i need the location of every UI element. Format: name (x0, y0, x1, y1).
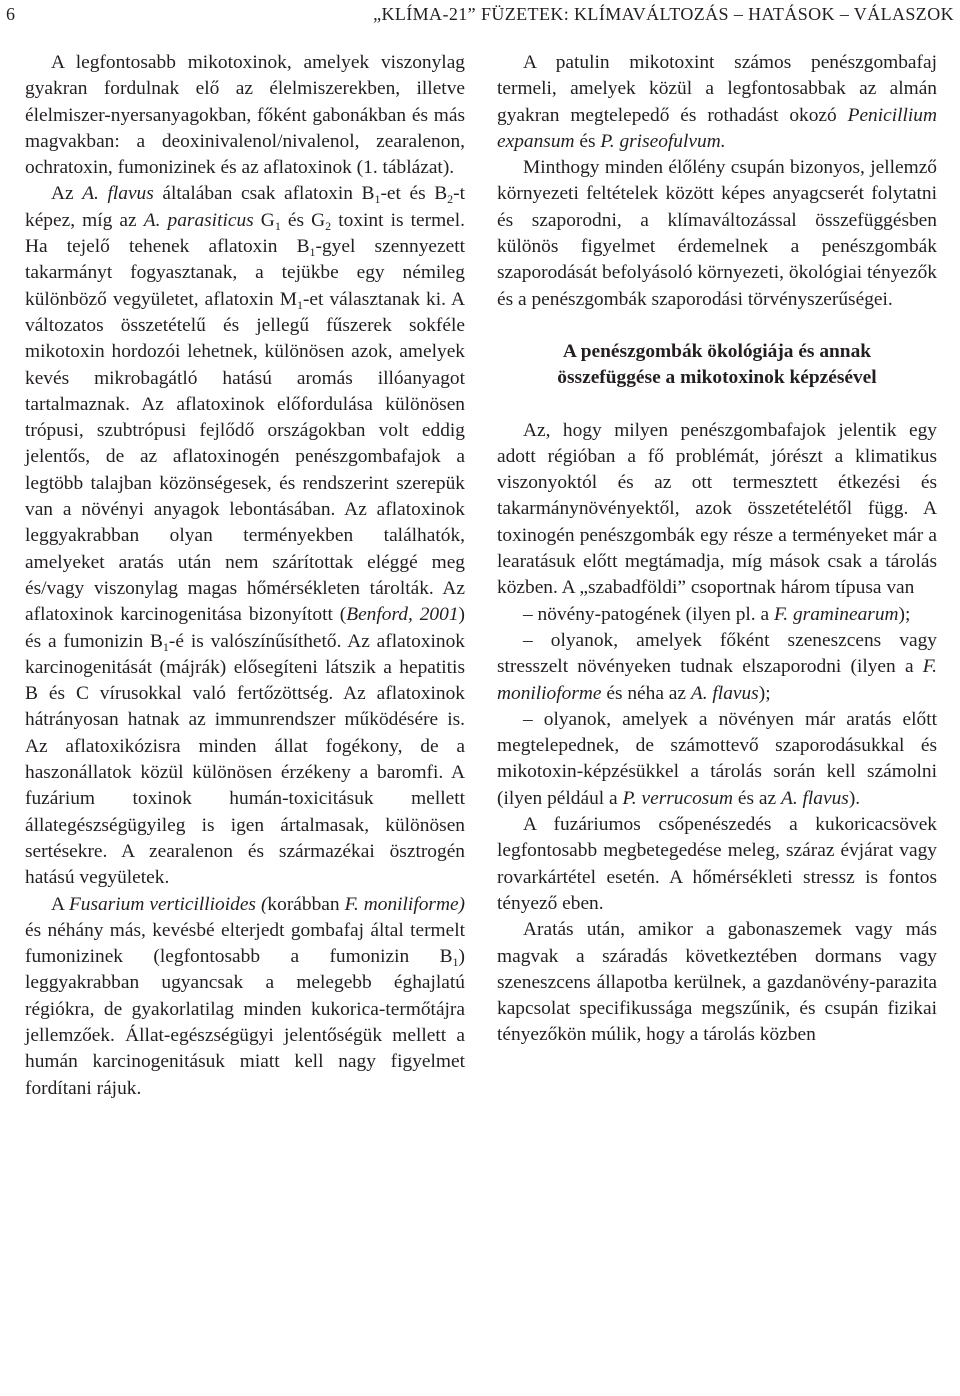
text-run: általában csak aflatoxin B (153, 183, 375, 205)
text-run: korábban (267, 893, 345, 915)
paragraph: Minthogy minden élőlény csupán bizonyos, jellemző környezeti feltételek között képes anyagcserét folytatni és szaporodni, a klímaváltozással összefüggésben különös figyelmet érdemelnek a penészgombák szaporodását befolyásoló környezeti, ökológiai tényezők és a penészgombák szaporodási törvényszerűségei. (497, 157, 937, 310)
text-run: G (253, 209, 275, 231)
text-run: -et választanak ki. A változatos összetételű és jellegű fűszerek sokféle mikotoxin hordozói lehetnek, különösen azok, amelyek kevés mikrobagátló hatású aromás illóanyagot tartalmaznak. Az aflatoxinok előfordulása különösen trópusi, szubtrópusi fejlődő országokban volt eddig jelentős, de az aflatoxinogén penészgombafajok a legtöbb talajban közönségesek, és rendszerint szerepük van a növényi anyagok lebontásában. Az aflatoxinok leggyakrabban olyan terményekben találhatók, amelyeket aratás után nem szárítottak eléggé meg és/vagy viszonylag magas hőmérsékleten tárolták. Az aflatoxinok karcinogenitása bizonyított ( (25, 288, 465, 626)
subscript: 2 (325, 218, 332, 233)
text-run: A patulin mikotoxint számos penészgombafaj termeli, amelyek közül a legfontosabbak az almán gyakran megtelepedő és rothadást okozó (497, 52, 937, 126)
species-name: F. monilioforme (497, 656, 937, 704)
list-item (497, 628, 937, 707)
left-column (25, 50, 465, 1102)
subscript: 1 (162, 639, 169, 654)
paragraph: A fuzáriumos csőpenészedés a kukoricacsövek legfontosabb megbetegedése meleg, száraz évjárat vagy rovarkártétel esetén. A hőmérsékleti stressz is fontos tényező eben. (497, 814, 937, 914)
text-run: -gyel szennyezett takarmányt fogyasztanak, a tejükbe egy némileg különböző vegyületet, aflatoxin M (25, 236, 465, 310)
list-item (497, 707, 937, 812)
species-name: Fusarium verticillioides ( (68, 893, 268, 915)
subscript: 1 (309, 245, 316, 260)
paragraph: Aratás után, amikor a gabonaszemek vagy más magvak a száradás következtében dormans vagy szeneszcens állapotba kerülnek, a gazdanövény-parazita kapcsolat specifikussága megszűnik, és csupán fizikai tényezőkön múlik, hogy a tárolás közben (497, 919, 937, 1046)
page-header (6, 4, 954, 30)
heading-line: A penészgombák ökológiája és annak (562, 340, 872, 362)
text-run: ). (848, 787, 861, 809)
species-name: F. moniliforme) (344, 893, 466, 915)
text-run: – olyanok, amelyek főként szeneszcens vagy stresszelt növényeken tudnak elszaporodni (ilyen a (497, 629, 937, 678)
text-run: A (51, 893, 69, 915)
text-run: és néha az (601, 682, 691, 704)
list-item (497, 602, 937, 628)
citation: Benford, 2001 (346, 604, 459, 626)
paragraph (25, 181, 465, 891)
text-run: és az (733, 787, 781, 809)
text-run: ) és a fumonizin B (25, 604, 465, 652)
paragraph: A legfontosabb mikotoxinok, amelyek viszonylag gyakran fordulnak elő az élelmiszerekben, illetve élelmiszer-nyersanyagokban, főként gabonákban és más magvakban: a deoxinivalenol/nivalenol, zearalenon, ochratoxin, fumonizinek és az aflatoxinok (1. táblázat). (25, 52, 465, 179)
paragraph: Az, hogy milyen penészgombafajok jelentik egy adott régióban a fő problémát, jórészt a klimatikus viszonyoktól és az ott termesztett étkezési és takarmánynövényektől, azok összetételétől függ. A toxinogén penészgombák egy része a terményeket már a learatásuk előtt megtámadja, míg mások csak a tárolás közben. A „szabadföldi” csoportnak három típusa van (497, 419, 937, 599)
section-heading (497, 339, 937, 392)
text-run: -é is valószínűsíthető. Az aflatoxinok karcinogenitását (májrák) elősegíteni látszik a hepatitis B és C vírusokkal való fertőzöttség. Az aflatoxinok hátrányosan hatnak az immunrendszer működésére is. Az aflatoxikózisra minden állat fogékony, de a haszonállatok közül különösen érzékeny a baromfi. A fuzárium toxinok humán-toxicitásuk mellett állategészségügyileg is igen ártalmasak, különösen sertésekre. A zearalenon és származékai ösztrogén hatású vegyületek. (25, 630, 465, 889)
text-run: toxint is termel. Ha tejelő tehenek aflatoxin B (25, 209, 465, 258)
text-run: -et és B (380, 183, 448, 205)
text-run: ) leggyakrabban ugyancsak a melegebb éghajlatú régiókra, de gyakorlatilag minden kukorica-termőtájra jellemzőek. Állat-egészségügyi jelentőségük mellett a humán karcinogenitásuk miatt kell nagy figyelmet fordítani rájuk. (25, 946, 465, 1099)
spacer (497, 313, 937, 339)
paragraph (25, 892, 465, 1102)
page-number: 6 (6, 4, 16, 24)
subscript: 1 (452, 955, 459, 970)
subscript: 1 (274, 218, 281, 233)
text-run: és néhány más, kevésbé elterjedt gombafaj által termelt fumonizinek (legfontosabb a fumonizin B (25, 919, 465, 968)
right-column (497, 50, 937, 1049)
species-name: A. parasiticus (143, 209, 254, 231)
subscript: 2 (447, 192, 454, 207)
species-name: Penicillium expansum (497, 104, 937, 152)
text-run: ); (898, 603, 911, 625)
species-name: P. griseofulvum. (600, 130, 726, 152)
paragraph (497, 50, 937, 155)
subscript: 1 (374, 192, 381, 207)
text-run: -t képez, míg az (25, 183, 466, 231)
text-run: és G (280, 209, 326, 231)
text-run: ); (758, 682, 771, 704)
subscript: 1 (296, 297, 303, 312)
text-run: – olyanok, amelyek a növényen már aratás előtt megtelepednek, de számottevő szaporodásukkal és mikotoxin-képzésükkel a tárolás során kell számolni (ilyen például a (497, 708, 937, 809)
heading-line: összefüggése a mikotoxinok képzésével (557, 367, 877, 389)
running-title: „KLÍMA-21” FÜZETEK: KLÍMAVÁLTOZÁS – HATÁSOK – VÁLASZOK (373, 4, 954, 24)
spacer (497, 392, 937, 418)
text-run: és (574, 130, 601, 152)
species-name: A. flavus (780, 787, 849, 809)
species-name: P. verrucosum (622, 787, 734, 809)
text-run: – növény-patogének (ilyen pl. a (523, 603, 774, 625)
species-name: A. flavus (82, 183, 154, 205)
text-run: Az (51, 183, 83, 205)
species-name: F. graminearum (773, 603, 899, 625)
species-name: A. flavus (690, 682, 759, 704)
